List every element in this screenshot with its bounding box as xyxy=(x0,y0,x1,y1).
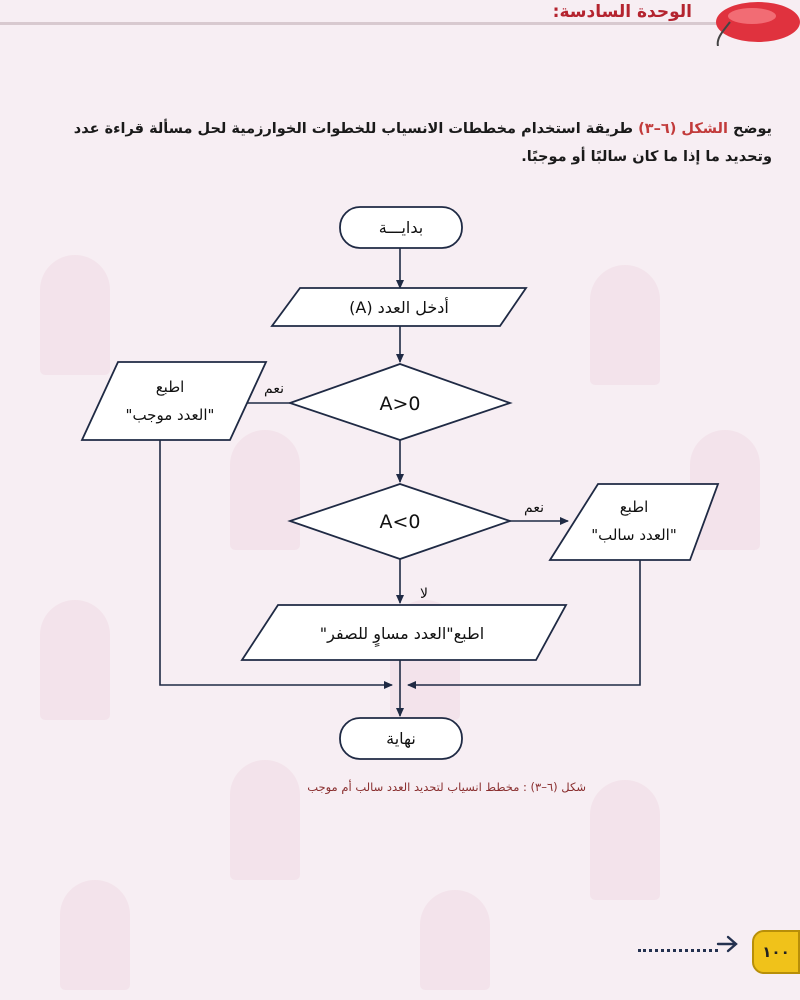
arrow-right-icon xyxy=(716,934,742,954)
watermark-shape xyxy=(420,890,490,990)
end-label: نهاية xyxy=(386,729,416,748)
unit-title: الوحدة السادسة: xyxy=(552,2,692,22)
print-positive-line2: "العدد موجب" xyxy=(125,406,215,424)
intro-text: طريقة استخدام مخططات الانسياب للخطوات الخوارزمية لحل مسألة قراءة عدد وتحديد ما إذا ما كان سالبًا أو موجبًا. xyxy=(73,121,772,165)
condition-negative-label: A<0 xyxy=(379,511,421,533)
print-positive-parallelogram xyxy=(82,362,266,440)
yes-label-negative: نعم xyxy=(524,500,544,516)
figure-reference: الشكل (٦–٣) xyxy=(638,121,728,137)
page-number: ١٠٠ xyxy=(752,930,800,974)
intro-prefix: يوضح xyxy=(727,121,772,137)
print-negative-line2: "العدد سالب" xyxy=(591,526,677,544)
start-label: بدايـــة xyxy=(378,218,424,237)
yes-label-positive: نعم xyxy=(264,381,284,397)
condition-positive-label: A>0 xyxy=(379,393,421,415)
watermark-shape xyxy=(60,880,130,990)
input-label: أدخل العدد (A) xyxy=(349,298,449,317)
figure-caption: شكل (٦–٣) : مخطط انسياب لتحديد العدد سالب أم موجب xyxy=(307,780,586,794)
no-label: لا xyxy=(420,586,428,602)
print-zero-label: اطبع"العدد مساوٍ للصفر" xyxy=(319,624,485,643)
print-negative-parallelogram xyxy=(550,484,718,560)
print-negative-line1: اطبع xyxy=(619,498,649,516)
dotted-leader xyxy=(638,937,718,952)
print-positive-line1: اطبع xyxy=(155,378,185,396)
